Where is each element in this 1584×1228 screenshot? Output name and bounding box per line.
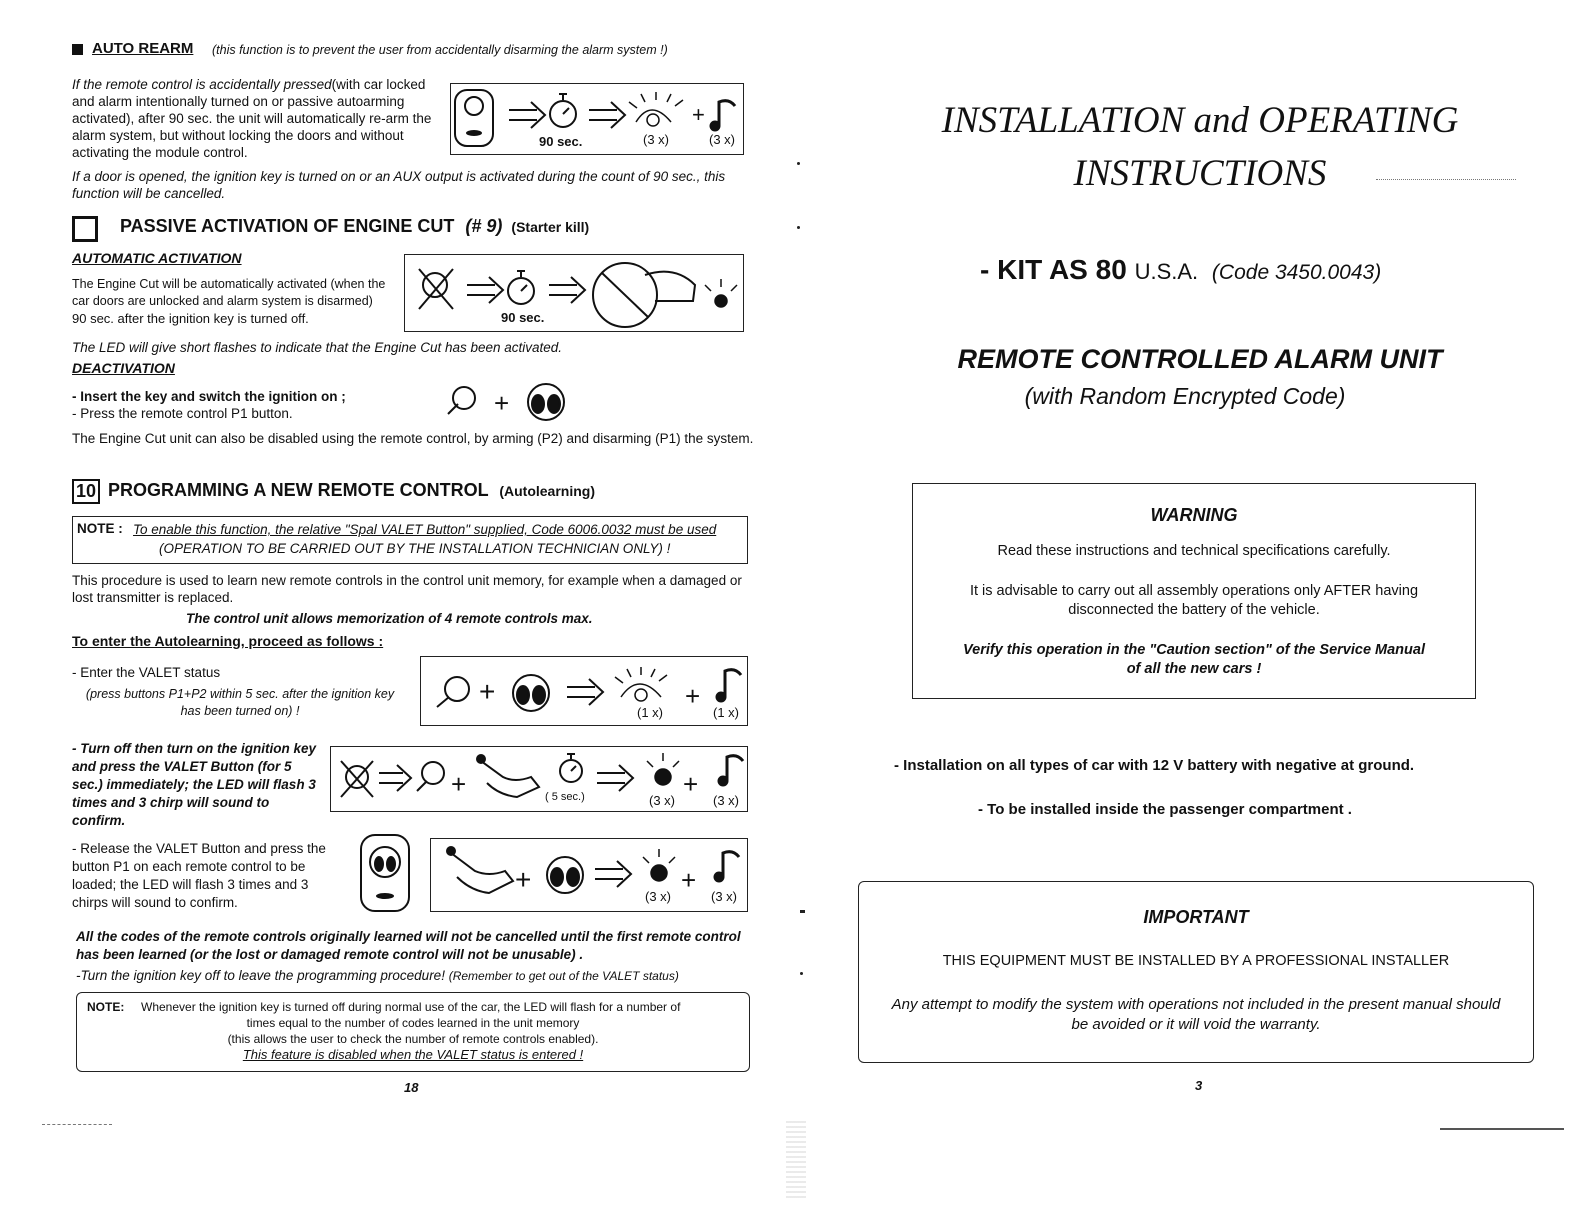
remote-button-icon [528, 384, 564, 420]
led-note: The LED will give short flashes to indicate that the Engine Cut has been activated. [72, 340, 563, 355]
doc-title-line2: INSTRUCTIONS [1073, 153, 1327, 194]
fold-shadow [786, 1118, 806, 1198]
warning-line2 [913, 582, 1475, 620]
right-page-number: 3 [1195, 1078, 1203, 1093]
arrow-icon [509, 102, 545, 128]
siren-icon [711, 101, 735, 130]
programming-number-box: 10 [72, 479, 100, 504]
title-rule [1376, 179, 1516, 180]
fold-speck [797, 162, 800, 165]
left-page-number: 18 [404, 1080, 419, 1095]
step3-figure [430, 838, 748, 912]
stopwatch-icon [560, 754, 582, 782]
svg-text:+: + [683, 769, 699, 799]
auto-rearm-para-italic: If the remote control is accidentally pressed [72, 77, 332, 92]
fold-speck [797, 226, 800, 229]
engine-cut-timer-label: 90 sec. [501, 310, 545, 325]
automatic-activation-text [72, 276, 400, 328]
led-flash-icon [643, 849, 675, 881]
step1-detail: (press buttons P1+P2 within 5 sec. after the ignition key has been turned on) ! [85, 687, 395, 718]
note2-line1: Whenever the ignition key is turned off during normal use of the car, the LED will flash for a number of [141, 1000, 681, 1014]
install-line-1: - Installation on all types of car with 12 V battery with negative at ground. [894, 757, 1415, 774]
auto-rearm-count-2: (3 x) [709, 132, 735, 147]
step2-figure [330, 746, 748, 812]
kit-line [980, 254, 1381, 286]
product-subtitle-2: (with Random Encrypted Code) [1024, 383, 1346, 409]
warning-line3a: Verify this operation in the "Caution section" of the Service Manual [963, 642, 1425, 658]
engine-cut-number: (# 9) [465, 216, 503, 236]
remote-button-icon [547, 857, 583, 893]
remote-control-icon [455, 90, 493, 146]
warning-line1: Read these instructions and technical specifications carefully. [997, 543, 1391, 559]
siren-icon [715, 852, 739, 881]
doc-title [880, 94, 1520, 200]
led-flash-icon [647, 753, 679, 785]
warning-line2b: disconnected the battery of the vehicle. [1068, 602, 1320, 618]
flashing-light-icon [629, 92, 683, 126]
auto-rearm-bullet [72, 44, 83, 55]
warning-line3 [913, 641, 1475, 679]
step2-timer-label: ( 5 sec.) [545, 791, 585, 803]
remote-control-icon [358, 832, 414, 914]
svg-text:+: + [451, 769, 467, 799]
deactivation-step-2: - Press the remote control P1 button. [72, 406, 293, 421]
engine-cut-suffix: (Starter kill) [511, 219, 590, 235]
engine-cut-checkbox-icon [72, 216, 98, 242]
step1-title: - Enter the VALET status [72, 665, 221, 680]
deactivation-step-1: - Insert the key and switch the ignition on ; [72, 389, 346, 404]
flashing-light-icon [615, 667, 667, 701]
svg-text:+: + [692, 102, 705, 127]
programming-suffix: (Autolearning) [499, 483, 595, 499]
stopwatch-icon [550, 94, 576, 127]
deactivation-figure [440, 380, 570, 424]
auto-rearm-note: If a door is opened, the ignition key is turned on or an AUX output is activated during the count of 90 sec., this function will be cancelled. [72, 169, 726, 201]
engine-cut-title-text: PASSIVE ACTIVATION OF ENGINE CUT [120, 216, 455, 236]
key-ignition-icon [417, 762, 444, 791]
svg-text:+: + [681, 865, 697, 895]
deactivation-heading: DEACTIVATION [72, 360, 175, 376]
important-line2b: be avoided or it will void the warranty. [1071, 1016, 1321, 1033]
automatic-activation-text-1: The Engine Cut will be automatically activated (when the car doors are unlocked and alarm system is disarmed) [72, 277, 386, 308]
kit-usa: U.S.A. [1134, 259, 1199, 284]
key-ignition-icon [437, 677, 469, 707]
deactivation-note: The Engine Cut unit can also be disabled using the remote control, by arming (P2) and disarming (P1) the system. [72, 431, 754, 446]
arrow-icon [589, 102, 625, 128]
auto-rearm-paragraph [72, 76, 440, 161]
hand-pressing-button-icon [447, 847, 513, 893]
auto-rearm-subtitle: (this function is to prevent the user from accidentally disarming the alarm system !) [212, 43, 668, 57]
fold-speck [800, 972, 803, 975]
step3-count-1: (3 x) [645, 889, 671, 904]
step1-figure [420, 656, 748, 726]
note2-line3: (this allows the user to check the number of remote controls enabled). [227, 1032, 599, 1046]
step3-count-2: (3 x) [711, 889, 737, 904]
doc-title-line1: INSTALLATION and OPERATING [941, 100, 1459, 141]
key-crossed-icon [419, 269, 453, 309]
hand-pressing-button-icon [477, 755, 539, 797]
auto-rearm-title: AUTO REARM [92, 40, 194, 57]
remote-button-icon [513, 675, 549, 711]
deactivation-steps [72, 388, 346, 422]
auto-rearm-timer-label: 90 sec. [539, 134, 583, 149]
led-flash-icon [705, 279, 737, 307]
programming-note-box [72, 516, 748, 564]
turn-off-small: (Remember to get out of the VALET status) [448, 969, 679, 983]
important-heading: IMPORTANT [1143, 907, 1249, 927]
programming-note-line1: To enable this function, the relative "Spal VALET Button" supplied, Code 6006.0032 must be used [133, 522, 717, 537]
note2-line2: times equal to the number of codes learned in the unit memory [246, 1016, 580, 1030]
important-box [858, 881, 1534, 1063]
key-crossed-icon [341, 761, 373, 797]
important-line1: THIS EQUIPMENT MUST BE INSTALLED BY A PROFESSIONAL INSTALLER [942, 953, 1450, 969]
kit-code: (Code 3450.0043) [1211, 261, 1382, 284]
auto-rearm-figure [450, 83, 744, 155]
programming-title [108, 480, 595, 501]
step3-text: - Release the VALET Button and press the button P1 on each remote control to be loaded; the LED will flash 3 times and 3 chirps will sound to confirm. [72, 841, 326, 910]
important-line2a: Any attempt to modify the system with operations not included in the present manual should [891, 996, 1501, 1013]
arrow-icon [595, 861, 631, 887]
stopwatch-icon [508, 271, 534, 304]
warning-box [912, 483, 1476, 699]
programming-note-line2: (OPERATION TO BE CARRIED OUT BY THE INSTALLATION TECHNICIAN ONLY) ! [159, 541, 671, 556]
engine-cut-figure [404, 254, 744, 332]
programming-title-text: PROGRAMMING A NEW REMOTE CONTROL [108, 480, 489, 500]
kit-prefix: - KIT AS 80 [980, 254, 1127, 285]
auto-rearm-para-rest: (with car locked and alarm intentionally turned on or passive autoarming activated), after 90 sec. the unit will automatically re-arm the alarm system, but without locking the doors and without activating the module control. [72, 77, 432, 160]
warning-heading: WARNING [1150, 505, 1238, 525]
automatic-activation-heading: AUTOMATIC ACTIVATION [72, 250, 242, 266]
arrow-icon [597, 765, 633, 791]
arrow-icon [549, 277, 585, 303]
step2-text: - Turn off then turn on the ignition key and press the VALET Button (for 5 sec.) immediately; the LED will flash 3 times and 3 chirp will sound to confirm. [72, 741, 316, 828]
car-prohibited-icon [593, 263, 695, 327]
arrow-icon [467, 277, 503, 303]
arrow-icon [567, 679, 603, 705]
programming-enter-line: To enter the Autolearning, proceed as follows : [72, 633, 384, 649]
fold-speck [800, 910, 805, 913]
key-ignition-icon [448, 387, 475, 414]
siren-icon [719, 756, 743, 785]
note2-label: NOTE: [87, 1000, 125, 1014]
programming-max-line: The control unit allows memorization of 4 remote controls max. [186, 611, 593, 626]
scan-line [1440, 1128, 1564, 1130]
important-line2 [859, 995, 1533, 1035]
engine-cut-title [120, 216, 589, 237]
note2-line4: This feature is disabled when the VALET status is entered ! [242, 1047, 584, 1062]
step1-count-2: (1 x) [713, 705, 739, 720]
codes-note: All the codes of the remote controls originally learned will not be cancelled until the first remote control has been learned (or the lost or damaged remote control will not be unusable) . [76, 929, 741, 962]
warning-line2a: It is advisable to carry out all assembly operations only AFTER having [969, 583, 1419, 599]
arrow-icon [379, 765, 411, 791]
warning-line3b: of all the new cars ! [1126, 661, 1262, 677]
step2-count-2: (3 x) [713, 793, 739, 808]
step1-count-1: (1 x) [637, 705, 663, 720]
auto-rearm-count-1: (3 x) [643, 132, 669, 147]
automatic-activation-text-2: 90 sec. after the ignition key is turned off. [72, 311, 309, 326]
turn-off-line [76, 968, 679, 983]
svg-text:+: + [685, 681, 701, 711]
step2-count-1: (3 x) [649, 793, 675, 808]
note2-box [76, 992, 750, 1072]
turn-off-text: -Turn the ignition key off to leave the programming procedure! [76, 968, 445, 983]
svg-text:+: + [515, 864, 532, 895]
install-line-2: - To be installed inside the passenger compartment . [978, 801, 1352, 818]
scan-line [42, 1124, 112, 1125]
siren-icon [717, 670, 741, 701]
programming-intro: This procedure is used to learn new remote controls in the control unit memory, for example when a damaged or lost transmitter is replaced. [72, 573, 742, 605]
note2-lines [77, 1015, 749, 1063]
svg-text:+: + [494, 388, 510, 418]
svg-text:+: + [479, 676, 496, 707]
product-subtitle: REMOTE CONTROLLED ALARM UNIT [957, 344, 1443, 374]
programming-note-label: NOTE : [77, 521, 123, 536]
